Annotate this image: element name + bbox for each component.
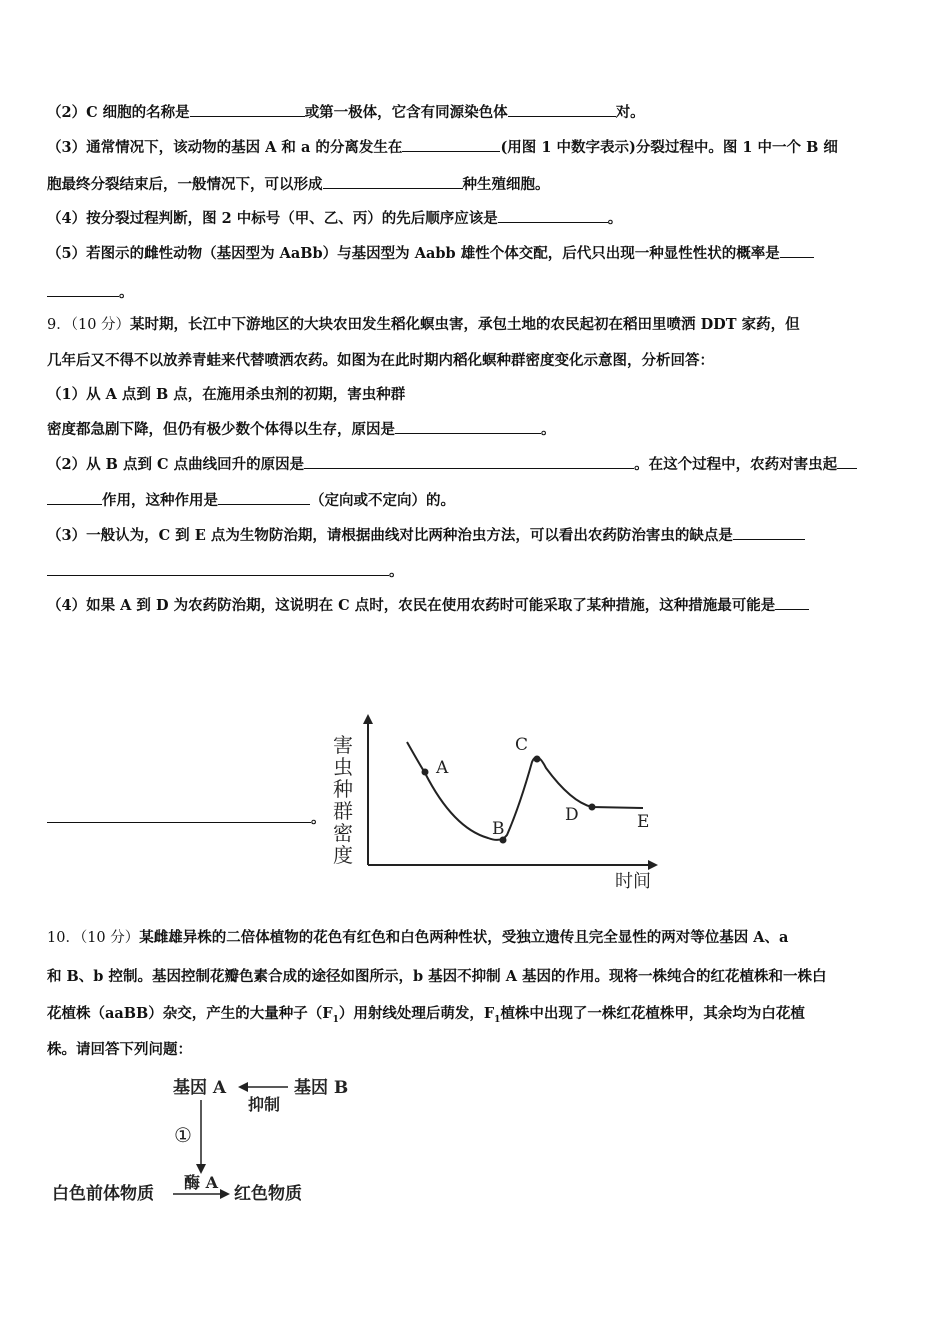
point-a-label: A — [436, 758, 449, 778]
y-label-char: 虫 — [333, 755, 353, 779]
q10-intro-line1: 10．（10 分）某雌雄异株的二倍体植物的花色有红色和白色两种性状，受独立遗传且完全显性的两对等位基因 A、a — [47, 929, 789, 946]
q9-part4-line2: 。 — [47, 808, 326, 829]
x-axis-label: 时间 — [615, 871, 651, 892]
q9-part4-line1: （4）如果 A 到 D 为农药防治期，这说明在 C 点时，农民在使用农药时可能采取了某种措施，这种措施最可能是 — [47, 595, 809, 616]
q9-part1-line1: （1）从 A 点到 B 点，在施用杀虫剂的初期，害虫种群 — [47, 386, 406, 403]
answer-blank[interactable] — [395, 419, 541, 434]
answer-blank[interactable] — [218, 490, 310, 505]
inhibit-label: 抑制 — [248, 1095, 281, 1114]
answer-blank[interactable] — [190, 102, 305, 117]
answer-blank[interactable] — [733, 525, 805, 540]
answer-blank[interactable] — [304, 454, 634, 469]
q10-intro-line2: 和 B、b 控制。基因控制花瓣色素合成的途径如图所示，b 基因不抑制 A 基因的作用。现将一株纯合的红花植株和一株白 — [47, 968, 827, 985]
gene-b-label: 基因 B — [294, 1078, 349, 1098]
q8-part5-line2: 。 — [47, 282, 134, 303]
point-d-marker — [589, 804, 596, 811]
q9-intro-line1: 9．（10 分）某时期，长江中下游地区的大块农田发生稻化螟虫害，承包土地的农民起初在稻田里喷洒 DDT 家药，但 — [47, 316, 800, 333]
point-e-label: E — [637, 812, 650, 832]
step-one-label: ① — [174, 1123, 192, 1147]
q8-part4: （4）按分裂过程判断，图 2 中标号（甲、乙、丙）的先后顺序应该是 。 — [47, 210, 623, 227]
q9-part3-line2: 。 — [47, 561, 404, 582]
point-a-marker — [422, 769, 429, 776]
population-density-chart — [325, 710, 670, 895]
q8-part2: （2）C 细胞的名称是 或第一极体，它含有同源染色体 对。 — [47, 104, 645, 121]
q9-intro-line2: 几年后又不得不以放养青蛙来代替喷洒农药。如图为在此时期内稻化螟种群密度变化示意图，分析回答： — [47, 352, 714, 369]
answer-blank[interactable] — [498, 208, 608, 223]
q9-part3-line1: （3）一般认为，C 到 E 点为生物防治期，请根据曲线对比两种治虫方法，可以看出农药防治害虫的缺点是 — [47, 525, 805, 546]
pathway-diagram — [50, 1068, 360, 1218]
question-number: 10．（10 分） — [47, 930, 140, 946]
gene-a-label: 基因 A — [173, 1078, 227, 1098]
q8-part3-line1: （3）通常情况下，该动物的基因 A 和 a 的分离发生在 (用图 1 中数字表示)分裂过程中。图 1 中一个 B 细 — [47, 139, 838, 156]
answer-blank[interactable] — [780, 243, 814, 258]
y-label-char: 度 — [333, 843, 353, 867]
white-precursor-label: 白色前体物质 — [52, 1184, 154, 1204]
question-number: 9．（10 分） — [47, 317, 131, 333]
x-axis-arrow — [648, 860, 658, 870]
reaction-arrowhead — [220, 1189, 230, 1199]
answer-blank[interactable] — [508, 102, 616, 117]
y-label-char: 群 — [333, 799, 353, 823]
point-c-marker — [534, 756, 541, 763]
red-substance-label: 红色物质 — [234, 1184, 302, 1204]
y-axis-arrow — [363, 714, 373, 724]
answer-blank[interactable] — [837, 454, 857, 469]
q9-part2-line2: 作用，这种作用是 （定向或不定向）的。 — [47, 490, 455, 511]
enzyme-a-label: 酶 A — [184, 1173, 218, 1192]
y-label-char: 害 — [333, 733, 353, 757]
q10-intro-line4: 株。请回答下列问题： — [47, 1041, 192, 1058]
q8-part5-line1: （5）若图示的雌性动物（基因型为 AaBb）与基因型为 Aabb 雄性个体交配，后代只出现一种显性性状的概率是 — [47, 243, 814, 264]
answer-blank[interactable] — [47, 282, 119, 297]
answer-blank[interactable] — [775, 595, 809, 610]
q8-part3-line2: 胞最终分裂结束后，一般情况下，可以形成 种生殖细胞。 — [47, 176, 550, 193]
point-c-label: C — [515, 735, 529, 755]
answer-blank[interactable] — [47, 490, 102, 505]
answer-blank[interactable] — [323, 174, 463, 189]
answer-blank[interactable] — [47, 561, 389, 576]
y-axis-label — [333, 733, 353, 867]
point-d-label: D — [565, 805, 579, 825]
point-b-label: B — [492, 819, 505, 839]
density-curve — [407, 742, 643, 840]
q9-part2-line1: （2）从 B 点到 C 点曲线回升的原因是 。在这个过程中，农药对害虫起 — [47, 454, 857, 475]
y-label-char: 种 — [333, 777, 353, 801]
inhibit-arrowhead — [238, 1082, 248, 1092]
q10-intro-line3: 花植株（aaBB）杂交，产生的大量种子$(F_1)$用射线处理后萌发，$F_1$植株中出现了一株红花植株甲，其余均为白花植 — [47, 1005, 805, 1025]
answer-blank[interactable] — [402, 137, 500, 152]
answer-blank[interactable] — [47, 808, 311, 823]
y-label-char: 密 — [333, 821, 353, 845]
q9-part1-line2: 密度都急剧下降，但仍有极少数个体得以生存，原因是 。 — [47, 421, 556, 438]
